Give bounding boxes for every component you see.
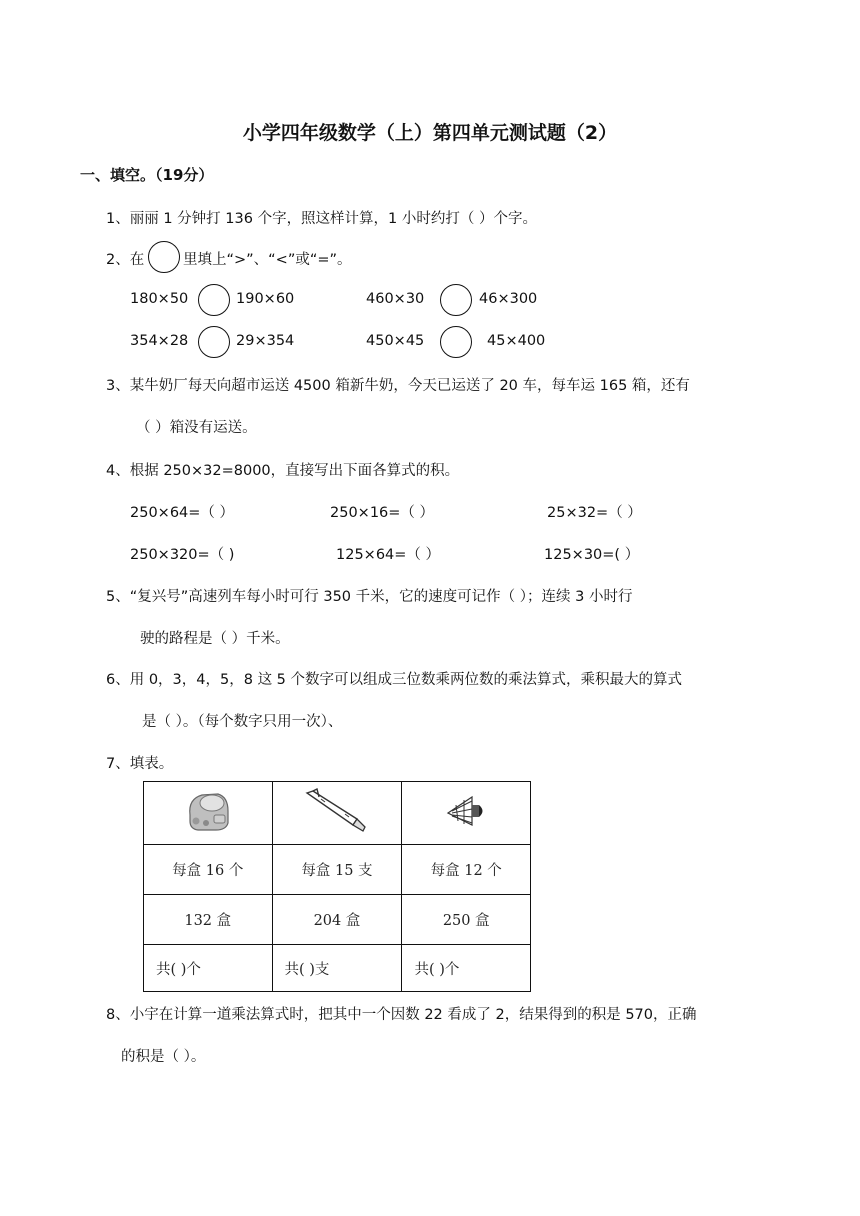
total-cell[interactable]: 共( )个 bbox=[402, 945, 531, 992]
question-8-line-2: 的积是（ ）。 bbox=[121, 1049, 206, 1065]
product-item-4: 250×320=（ ) bbox=[130, 547, 235, 563]
compare-right-1: 190×60 bbox=[236, 291, 295, 307]
product-item-3: 25×32=（ ） bbox=[547, 505, 642, 521]
shuttlecock-icon bbox=[442, 791, 490, 831]
question-2-prefix: 2、在 bbox=[106, 252, 145, 268]
compare-circle-2[interactable] bbox=[440, 284, 472, 316]
question-4: 4、根据 250×32=8000，直接写出下面各算式的积。 bbox=[106, 463, 460, 479]
question-7: 7、填表。 bbox=[106, 756, 174, 772]
compare-left-4: 450×45 bbox=[366, 333, 425, 349]
question-6-line-2: 是（ ）。（每个数字只用一次）、 bbox=[142, 714, 343, 730]
product-item-6: 125×30=( ） bbox=[544, 547, 640, 563]
question-3-line-2: （ ）箱没有运送。 bbox=[136, 420, 257, 436]
table-row-boxes bbox=[144, 895, 531, 945]
table-cell: 250 盒 bbox=[402, 895, 531, 945]
compare-left-1: 180×50 bbox=[130, 291, 189, 307]
product-item-2: 250×16=（ ） bbox=[330, 505, 435, 521]
product-item-5: 125×64=（ ） bbox=[336, 547, 441, 563]
question-5-line-1: 5、“复兴号”高速列车每小时可行 350 千米，它的速度可记作（ ）；连续 3 小时行 bbox=[106, 589, 633, 605]
compare-circle-1[interactable] bbox=[198, 284, 230, 316]
table-cell: 132 盒 bbox=[144, 895, 273, 945]
pencil-sharpener-icon bbox=[180, 785, 236, 837]
compare-circle-3[interactable] bbox=[198, 326, 230, 358]
section-heading: 一、填空。（19分） bbox=[80, 166, 214, 184]
page-title: 小学四年级数学（上）第四单元测试题（2） bbox=[242, 122, 618, 144]
fill-table bbox=[143, 781, 531, 992]
compare-right-2: 46×300 bbox=[479, 291, 538, 307]
total-cell[interactable]: 共( )个 bbox=[144, 945, 273, 992]
compare-right-3: 29×354 bbox=[236, 333, 295, 349]
question-1: 1、丽丽 1 分钟打 136 个字，照这样计算，1 小时约打（ ）个字。 bbox=[106, 211, 538, 227]
table-cell: 每盒 16 个 bbox=[144, 845, 273, 895]
table-cell: 每盒 15 支 bbox=[272, 845, 402, 895]
answer-circle-example bbox=[148, 241, 180, 273]
table-cell: 每盒 12 个 bbox=[402, 845, 531, 895]
compare-circle-4[interactable] bbox=[440, 326, 472, 358]
question-3-line-1: 3、某牛奶厂每天向超市运送 4500 箱新牛奶，今天已运送了 20 车，每车运 165 箱，还有 bbox=[106, 378, 690, 394]
pen-icon bbox=[301, 787, 373, 835]
product-item-1: 250×64=（ ） bbox=[130, 505, 235, 521]
table-row-icons bbox=[144, 782, 531, 845]
compare-right-4: 45×400 bbox=[487, 333, 546, 349]
total-cell[interactable]: 共( )支 bbox=[272, 945, 402, 992]
table-row-totals bbox=[144, 945, 531, 992]
compare-left-2: 460×30 bbox=[366, 291, 425, 307]
table-row-per-box bbox=[144, 845, 531, 895]
question-6-line-1: 6、用 0，3，4，5，8 这 5 个数字可以组成三位数乘两位数的乘法算式，乘积最大的算式 bbox=[106, 672, 683, 688]
compare-left-3: 354×28 bbox=[130, 333, 189, 349]
question-5-line-2: 驶的路程是（ ）千米。 bbox=[140, 631, 290, 647]
table-cell: 204 盒 bbox=[272, 895, 402, 945]
question-8-line-1: 8、小宇在计算一道乘法算式时，把其中一个因数 22 看成了 2，结果得到的积是 570，正确 bbox=[106, 1007, 697, 1023]
question-2-suffix: 里填上“>”、“<”或“=”。 bbox=[183, 252, 352, 268]
